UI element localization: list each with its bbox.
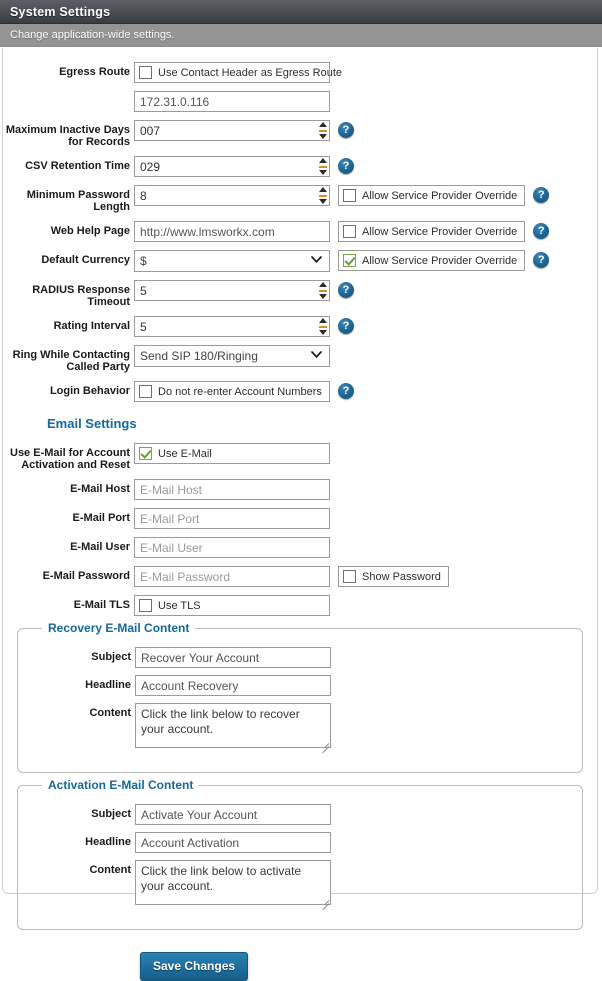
activation-content-textarea[interactable] [135, 860, 331, 905]
egress-route-checkbox-label: Use Contact Header as Egress Route [158, 66, 343, 79]
page-subheader [0, 24, 602, 47]
email-settings-heading: Email Settings [47, 416, 137, 431]
email-tls-checkbox[interactable] [139, 599, 152, 612]
radius-timeout-stepper[interactable] [134, 280, 330, 301]
page-title: System Settings [10, 4, 111, 19]
email-port-input[interactable] [134, 508, 330, 529]
row-rating-interval [3, 316, 597, 337]
row-max-inactive-days [3, 120, 597, 148]
label-email-host: E-Mail Host [70, 483, 130, 495]
rating-interval-input[interactable] [134, 316, 330, 337]
row-email-password [3, 566, 597, 587]
default-currency-override-label: Allow Service Provider Override [362, 254, 518, 267]
row-email-user [3, 537, 597, 558]
activation-subject-input[interactable] [135, 804, 331, 825]
help-icon-web-help-page[interactable]: ? [533, 223, 549, 239]
row-email-host [3, 479, 597, 500]
label-egress-route: Egress Route [59, 66, 130, 78]
row-recovery-content [18, 703, 582, 751]
label-recovery-headline: Headline [85, 679, 131, 691]
row-activation-content [18, 860, 582, 908]
show-password-label: Show Password [362, 570, 441, 583]
csv-retention-spinner-icon[interactable] [318, 158, 327, 175]
label-email-port: E-Mail Port [72, 512, 130, 524]
label-csv-retention: CSV Retention Time [25, 160, 130, 172]
max-inactive-days-stepper[interactable] [134, 120, 330, 141]
row-use-email [3, 443, 597, 471]
default-currency-override-field[interactable] [338, 250, 525, 271]
label-recovery-subject: Subject [91, 651, 131, 663]
help-icon-min-password-length[interactable]: ? [533, 187, 549, 203]
web-help-page-override-checkbox[interactable] [343, 225, 356, 238]
row-default-currency [3, 250, 597, 272]
ring-while-contacting-value[interactable]: Send SIP 180/Ringing [134, 345, 330, 367]
label-rating-interval: Rating Interval [53, 320, 130, 332]
row-egress-route [3, 62, 597, 83]
web-help-page-override-field[interactable] [338, 221, 525, 242]
label-ring-while-contacting: Ring While Contacting Called Party [12, 349, 130, 373]
label-activation-subject: Subject [91, 808, 131, 820]
label-use-email: Use E-Mail for Account Activation and Reset [10, 447, 130, 471]
label-email-user: E-Mail User [70, 541, 130, 553]
row-activation-subject [18, 804, 582, 825]
web-help-page-input[interactable] [134, 221, 330, 242]
row-radius-timeout [3, 280, 597, 308]
row-recovery-subject [18, 647, 582, 668]
recovery-content-textarea[interactable] [135, 703, 331, 748]
rating-interval-spinner-icon[interactable] [318, 318, 327, 335]
row-csv-retention [3, 156, 597, 177]
show-password-field[interactable] [338, 566, 449, 587]
egress-route-checkbox-field[interactable] [134, 62, 343, 83]
row-ring-while-contacting [3, 345, 597, 373]
row-email-port [3, 508, 597, 529]
activation-email-legend: Activation E-Mail Content [42, 778, 199, 792]
web-help-page-override-label: Allow Service Provider Override [362, 225, 518, 238]
page-header [0, 0, 602, 24]
row-web-help-page [3, 221, 597, 242]
recovery-headline-input[interactable] [135, 675, 331, 696]
label-activation-headline: Headline [85, 836, 131, 848]
label-recovery-content: Content [89, 707, 131, 719]
min-password-override-checkbox[interactable] [343, 189, 356, 202]
label-web-help-page: Web Help Page [50, 225, 130, 237]
row-login-behavior [3, 381, 597, 402]
radius-timeout-input[interactable] [134, 280, 330, 301]
row-email-tls [3, 595, 597, 616]
min-password-length-input[interactable] [134, 185, 330, 206]
ring-while-contacting-select[interactable] [134, 345, 330, 367]
label-login-behavior: Login Behavior [49, 385, 130, 397]
use-email-checkbox-label: Use E-Mail [158, 447, 212, 460]
recovery-email-fieldset [17, 621, 583, 773]
label-radius-timeout: RADIUS Response Timeout [32, 284, 130, 308]
min-password-length-stepper[interactable] [134, 185, 330, 206]
radius-timeout-spinner-icon[interactable] [318, 282, 327, 299]
use-email-checkbox[interactable] [139, 447, 152, 460]
max-inactive-days-input[interactable] [134, 120, 330, 141]
recovery-email-legend: Recovery E-Mail Content [42, 621, 195, 635]
help-icon-default-currency[interactable]: ? [533, 252, 549, 268]
email-host-input[interactable] [134, 479, 330, 500]
settings-form-panel [2, 48, 598, 973]
login-behavior-checkbox[interactable] [139, 385, 152, 398]
show-password-checkbox[interactable] [343, 570, 356, 583]
help-icon-radius-timeout[interactable]: ? [338, 282, 354, 298]
activation-headline-input[interactable] [135, 832, 331, 853]
email-tls-checkbox-label: Use TLS [158, 599, 201, 612]
max-inactive-days-spinner-icon[interactable] [318, 122, 327, 139]
email-tls-checkbox-field[interactable] [134, 595, 330, 616]
help-icon-login-behavior[interactable]: ? [338, 383, 354, 399]
login-behavior-checkbox-field[interactable] [134, 381, 330, 402]
help-icon-csv-retention[interactable]: ? [338, 158, 354, 174]
use-email-checkbox-field[interactable] [134, 443, 330, 464]
label-egress-route-ip-spacer [3, 91, 134, 95]
default-currency-override-checkbox[interactable] [343, 254, 356, 267]
default-currency-select[interactable] [134, 250, 330, 272]
label-activation-content: Content [89, 864, 131, 876]
login-behavior-checkbox-label: Do not re-enter Account Numbers [158, 385, 322, 398]
label-email-password: E-Mail Password [42, 570, 130, 582]
email-password-input[interactable] [134, 566, 330, 587]
row-activation-headline [18, 832, 582, 853]
row-recovery-headline [18, 675, 582, 696]
save-row [140, 952, 597, 981]
page-subtitle: Change application-wide settings. [10, 29, 175, 41]
rating-interval-stepper[interactable] [134, 316, 330, 337]
egress-route-ip-input[interactable] [134, 91, 330, 112]
min-password-override-field[interactable] [338, 185, 525, 206]
min-password-override-label: Allow Service Provider Override [362, 189, 518, 202]
help-icon-max-inactive-days[interactable]: ? [338, 122, 354, 138]
csv-retention-input[interactable] [134, 156, 330, 177]
label-min-password-length: Minimum Password Length [26, 189, 130, 213]
row-min-password-length [3, 185, 597, 213]
save-changes-button[interactable]: Save Changes [140, 952, 248, 981]
row-egress-route-ip [3, 91, 597, 112]
min-password-length-spinner-icon[interactable] [318, 187, 327, 204]
label-email-tls: E-Mail TLS [73, 599, 130, 611]
csv-retention-stepper[interactable] [134, 156, 330, 177]
help-icon-rating-interval[interactable]: ? [338, 318, 354, 334]
egress-route-checkbox[interactable] [139, 66, 152, 79]
label-default-currency: Default Currency [41, 254, 130, 266]
recovery-subject-input[interactable] [135, 647, 331, 668]
recovery-content-wrapper [135, 703, 331, 751]
default-currency-value[interactable]: $ [134, 250, 330, 272]
label-max-inactive-days: Maximum Inactive Days for Records [5, 124, 130, 148]
email-user-input[interactable] [134, 537, 330, 558]
activation-email-fieldset [17, 778, 583, 930]
activation-content-wrapper [135, 860, 331, 908]
